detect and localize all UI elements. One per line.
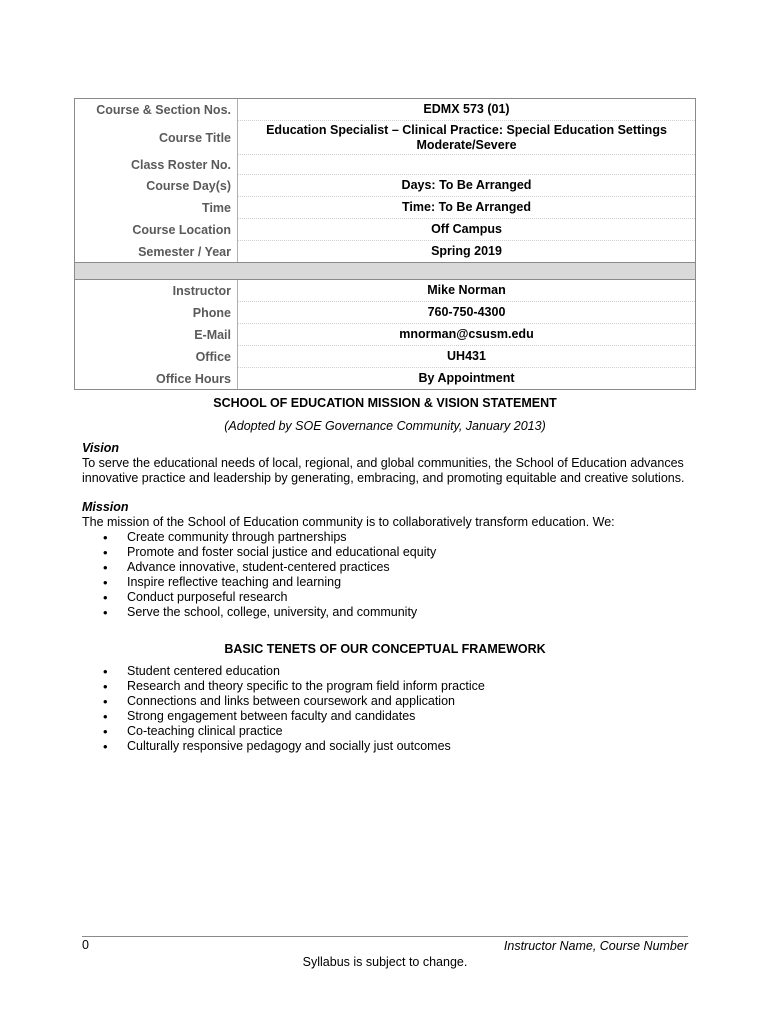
value-course-location: Off Campus (238, 219, 695, 241)
row-instructor (75, 280, 695, 302)
list-item: • Create community through partnerships (82, 530, 694, 545)
mission-block (82, 500, 694, 530)
row-office-hours (75, 368, 695, 389)
list-item: • Conduct purposeful research (82, 590, 694, 605)
footer-instructor-course: Instructor Name, Course Number (503, 939, 688, 953)
value-course-section: EDMX 573 (01) (238, 99, 695, 121)
list-item: • Inspire reflective teaching and learning (82, 575, 694, 590)
row-phone (75, 302, 695, 324)
list-item: • Promote and foster social justice and educational equity (82, 545, 694, 560)
label-semester-year: Semester / Year (75, 241, 238, 262)
row-course-days (75, 175, 695, 197)
list-item: • Serve the school, college, university, and community (82, 605, 694, 620)
label-time: Time (75, 197, 238, 219)
vision-block (82, 441, 694, 486)
list-item: • Advance innovative, student-centered practices (82, 560, 694, 575)
label-office: Office (75, 346, 238, 368)
mission-adopted-note: (Adopted by SOE Governance Community, January 2013) (224, 419, 546, 433)
footer-divider (82, 936, 688, 937)
value-office-hours: By Appointment (418, 371, 515, 385)
value-email[interactable]: mnorman@csusm.edu (238, 324, 695, 346)
mission-text: The mission of the School of Education community is to collaboratively transform education. We: (82, 515, 615, 529)
label-course-location: Course Location (75, 219, 238, 241)
footer-page-number: 0 (82, 938, 89, 952)
footer-note: Syllabus is subject to change. (302, 955, 468, 969)
label-instructor: Instructor (75, 280, 238, 302)
row-course-location (75, 219, 695, 241)
value-course-days: Days: To Be Arranged (238, 175, 695, 197)
label-phone: Phone (75, 302, 238, 324)
label-email: E-Mail (75, 324, 238, 346)
row-email (75, 324, 695, 346)
value-course-title: Education Specialist – Clinical Practice: Special Education Settings Moderate/Severe (238, 121, 695, 155)
tenets-heading: BASIC TENETS OF OUR CONCEPTUAL FRAMEWORK (224, 642, 546, 656)
vision-title: Vision (82, 441, 120, 455)
label-office-hours: Office Hours (75, 368, 238, 389)
list-item: • Co-teaching clinical practice (82, 724, 694, 739)
course-info-table (74, 98, 696, 390)
label-class-roster: Class Roster No. (75, 155, 238, 175)
mission-title: Mission (82, 500, 129, 514)
label-course-title: Course Title (75, 121, 238, 155)
value-phone: 760-750-4300 (238, 302, 695, 324)
tenets-list (82, 664, 694, 754)
row-time (75, 197, 695, 219)
vision-text: To serve the educational needs of local, regional, and global communities, the School of Education advances innovative practice and leadership by generating, embracing, and promoting equitable and creative solutions. (82, 456, 685, 485)
list-item: • Research and theory specific to the program field inform practice (82, 679, 694, 694)
row-office (75, 346, 695, 368)
list-item: • Student centered education (82, 664, 694, 679)
table-separator (75, 262, 695, 280)
row-course-title (75, 121, 695, 155)
row-class-roster (75, 155, 695, 175)
value-time: Time: To Be Arranged (238, 197, 695, 219)
mission-list (82, 530, 694, 620)
value-semester-year: Spring 2019 (431, 244, 502, 258)
row-semester-year (75, 241, 695, 262)
row-course-section (75, 99, 695, 121)
label-course-days: Course Day(s) (75, 175, 238, 197)
value-office: UH431 (238, 346, 695, 368)
value-class-roster (238, 155, 695, 175)
label-course-section: Course & Section Nos. (75, 99, 238, 121)
mission-heading: SCHOOL OF EDUCATION MISSION & VISION STATEMENT (213, 396, 557, 410)
list-item: • Connections and links between coursework and application (82, 694, 694, 709)
list-item: • Culturally responsive pedagogy and socially just outcomes (82, 739, 694, 754)
list-item: • Strong engagement between faculty and candidates (82, 709, 694, 724)
value-instructor: Mike Norman (238, 280, 695, 302)
